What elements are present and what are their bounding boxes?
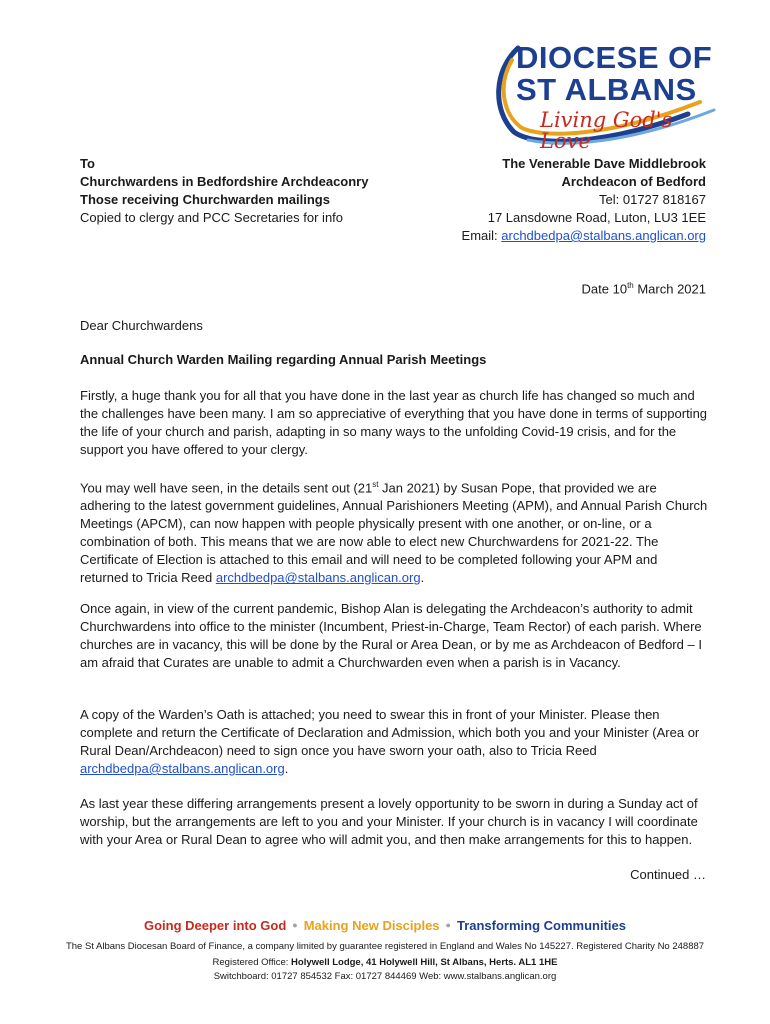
- logo-line-1: DIOCESE OF: [516, 40, 713, 75]
- sender-block: [462, 155, 706, 245]
- continued-note: Continued …: [630, 867, 706, 882]
- paragraph-3: Once again, in view of the current pandemic, Bishop Alan is delegating the Archdeacon’s authority to admit Churchwardens into office to the minister (Incumbent, Priest-in-Charge, Team Rector) of each parish. Where churches are in vacancy, this will be done by the Rural or Area Dean, or by me as Archdeacon of Bedford – I am afraid that Curates are unable to admit a Churchwarden even when a parish is in Vacancy.: [80, 601, 702, 670]
- diocese-logo: [488, 40, 718, 153]
- separator-dot-icon: ●: [292, 920, 298, 930]
- paragraph-2: [80, 476, 708, 587]
- paragraph-2-email-link[interactable]: archdbedpa@stalbans.anglican.org: [215, 570, 421, 586]
- sender-email-link[interactable]: archdbedpa@stalbans.anglican.org: [501, 228, 706, 243]
- salutation: Dear Churchwardens: [80, 318, 203, 333]
- email-label: Email:: [461, 228, 502, 243]
- footer-motto: [0, 918, 770, 933]
- logo-tagline: Living God's Love: [540, 108, 673, 153]
- footer-office: [0, 956, 770, 970]
- motto-2: Making New Disciples: [303, 918, 440, 933]
- sender-name: The Venerable Dave Middlebrook: [502, 156, 706, 171]
- sender-email-line: [462, 227, 706, 245]
- letter-date: [582, 281, 706, 296]
- paragraph-4-email-link[interactable]: archdbedpa@stalbans.anglican.org: [80, 761, 285, 776]
- date-prefix: Date 10: [581, 281, 628, 297]
- date-suffix: March 2021: [633, 281, 706, 297]
- paragraph-4: [80, 706, 708, 778]
- paragraph-1: Firstly, a huge thank you for all that you have done in the last year as church life has changed so much and the challenges have been many. I am so appreciative of everything that you have done in terms of supporting the life of your church and parish, adapting in so many ways to the unfolding Covid-19 crisis, and for the support you have offered to your clergy.: [80, 388, 708, 457]
- paragraph-2-ordinal: st: [372, 480, 379, 489]
- paragraph-2-text-b: Jan 2021) by Susan Pope, that provided we are adhering to the latest government guidelines, Annual Parishioners Meeting (APM), and Annual Parish Church Meetings (APCM), can now happen with people physically present with one another, or on-line, or a combination of both. This means that we are now able to elect new Churchwardens for 2021-22. The Certificate of Election is attached to this email and will need to be completed following your APM and returned to Tricia Reed: [80, 480, 708, 586]
- footer-contact: Switchboard: 01727 854532 Fax: 01727 844469 Web: www.stalbans.anglican.org: [213, 971, 557, 982]
- recipient-line-2: Those receiving Churchwarden mailings: [80, 192, 330, 207]
- motto-3: Transforming Communities: [456, 918, 626, 933]
- paragraph-4-end: .: [284, 761, 289, 776]
- logo-line-2: ST ALBANS: [516, 72, 697, 107]
- subject-line: Annual Church Warden Mailing regarding Annual Parish Meetings: [80, 352, 487, 367]
- recipient-line-1: Churchwardens in Bedfordshire Archdeaconry: [80, 174, 369, 189]
- paragraph-5: As last year these differing arrangements present a lovely opportunity to be sworn in during a Sunday act of worship, but the arrangements are left to you and your Minister. If your church is in vacancy I will coordinate with your Area or Rural Dean to agree who will admit you, and then make arrangements for this to happen.: [80, 796, 698, 847]
- sender-address: 17 Lansdowne Road, Luton, LU3 1EE: [487, 210, 706, 225]
- to-label: To: [80, 156, 95, 171]
- footer-office-label: Registered Office:: [212, 957, 292, 968]
- sender-tel: Tel: 01727 818167: [599, 192, 706, 207]
- paragraph-2-text-a: You may well have seen, in the details sent out (21: [80, 480, 373, 496]
- footer-office-address: Holywell Lodge, 41 Holywell Hill, St Albans, Herts. AL1 1HE: [291, 957, 558, 968]
- sender-title: Archdeacon of Bedford: [561, 174, 706, 189]
- footer-registration: The St Albans Diocesan Board of Finance, a company limited by guarantee registered in England and Wales No 145227. Registered Charity No 248887: [65, 941, 705, 952]
- paragraph-2-end: .: [420, 570, 425, 586]
- separator-dot-icon: ●: [445, 920, 451, 930]
- motto-1: Going Deeper into God: [143, 918, 287, 933]
- date-ordinal: th: [627, 281, 634, 290]
- recipient-line-3: Copied to clergy and PCC Secretaries for info: [80, 210, 344, 225]
- recipient-block: [80, 155, 368, 227]
- paragraph-4-text: A copy of the Warden’s Oath is attached; you need to swear this in front of your Minister. Please then complete and return the Certificate of Declaration and Admission, which both you and your Minister (Area or Rural Dean/Archdeacon) need to sign once you have sworn your oath, also to Tricia Reed: [80, 707, 700, 758]
